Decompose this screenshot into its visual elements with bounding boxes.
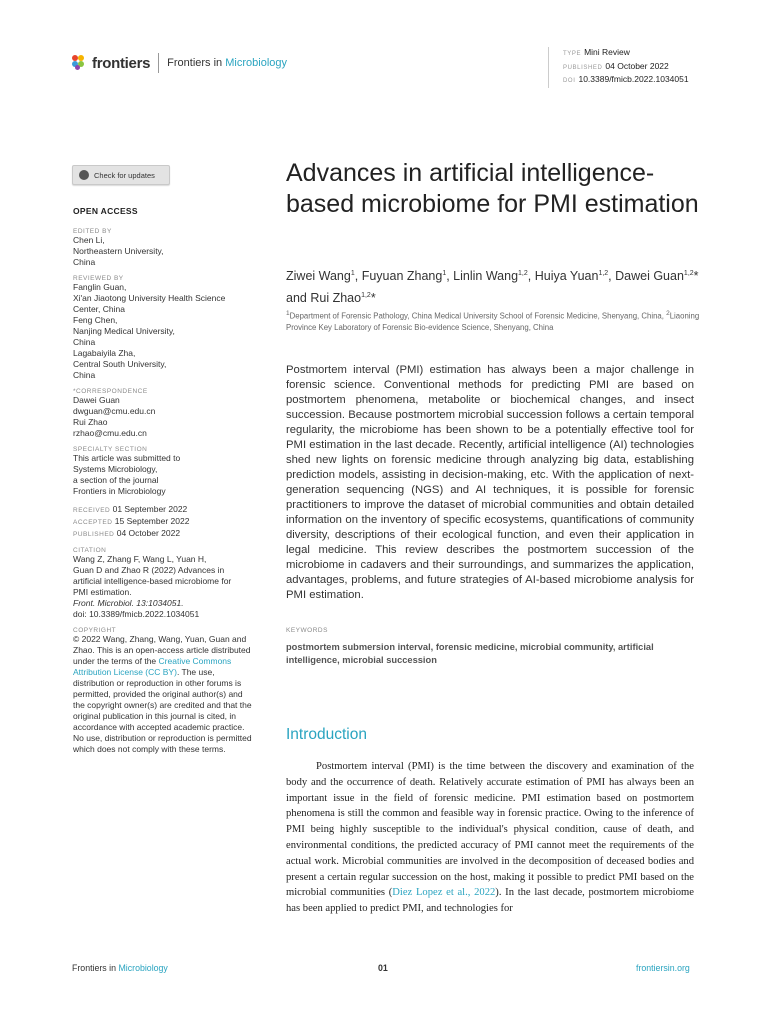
citation-line: PMI estimation. <box>73 587 132 597</box>
author-affil-sup: 1,2 <box>598 270 609 277</box>
author-name[interactable]: Huiya Yuan <box>534 269 599 284</box>
frontiers-logo-icon <box>72 55 88 71</box>
specialty-line: This article was submitted to <box>73 453 181 463</box>
citation-section <box>73 547 253 620</box>
correspondence-email[interactable]: dwguan@cmu.edu.cn <box>73 406 156 416</box>
open-access-label: OPEN ACCESS <box>73 206 138 216</box>
published-date: 04 October 2022 <box>116 528 181 538</box>
crossmark-icon <box>79 170 89 180</box>
correspondence-label: *CORRESPONDENCE <box>73 388 148 395</box>
check-for-updates-button[interactable] <box>72 165 170 185</box>
specialty-line: Systems Microbiology, <box>73 464 158 474</box>
published-label: PUBLISHED <box>73 531 115 538</box>
page-number: 01 <box>378 963 388 973</box>
correspondence-name: Dawei Guan <box>73 395 120 405</box>
reviewed-by-line: Central South University, <box>73 359 167 369</box>
abstract: Postmortem interval (PMI) estimation has always been a major challenge in forensic science. Conventional methods for predicting PMI are based on postmortem phenomena, metabolite or biochemical changes, and insect succession. Because postmortem microbial succession follows a certain temporal regularity, the microbiome has been shown to be a potentially effective tool for PMI estimation in the last decade. Recently, artificial intelligence (AI) technologies shed new lights on forensic medicine through analyzing big data, establishing prediction models, assisting in decision-making, etc. With the application of next-generation sequencing (NGS) and AI techniques, it is possible for forensic practitioners to improve the dataset of microbial communities and obtain detailed information on the inventory of specific ecosystems, quantifications of community diversity, descriptions of their ecological function, and even their application in legal medicine. This review describes the postmortem succession of the microbiome in cadavers and their surroundings, and summarizes the application, advantages, problems, and future strategies of AI-based microbiome analysis for PMI estimation. <box>286 364 694 601</box>
article-meta <box>548 47 689 88</box>
affiliation-2: Liaoning Province Key Laboratory of Forensic Bio-evidence Science, Shenyang, China <box>286 311 700 332</box>
copyright-text-part: . The use, distribution or reproduction in other forums is permitted, provided the original author(s) and the copyright owner(s) are credited and that the original publication in this journal is cited, in accordance with accepted academic practice. No use, distribution or reproduction is permitted which does not comply with these terms. <box>73 667 252 754</box>
frontiers-logo[interactable] <box>72 53 287 73</box>
doi-label: DOI <box>563 78 576 84</box>
accepted-label: ACCEPTED <box>73 519 113 526</box>
citation-line: artificial intelligence-based microbiome for <box>73 576 232 586</box>
affil-sup: 1 <box>286 310 290 317</box>
author-name[interactable]: Linlin Wang <box>453 269 519 284</box>
author-separator: , <box>527 269 535 284</box>
introduction-paragraph <box>286 759 694 917</box>
author-name[interactable]: Rui Zhao <box>310 291 362 306</box>
reviewed-by-line: China <box>73 337 96 347</box>
edited-by-section <box>73 228 253 268</box>
cc-license-link[interactable]: Creative Commons Attribution License (CC BY) <box>73 656 232 677</box>
reviewed-by-line: Xi'an Jiaotong University Health Science <box>73 293 226 303</box>
article-title: Advances in artificial intelligence-based microbiome for PMI estimation <box>286 159 699 218</box>
citation-line: Guan D and Zhao R (2022) Advances in <box>73 565 225 575</box>
author-name[interactable]: Fuyuan Zhang <box>361 269 443 284</box>
author-list <box>286 264 706 308</box>
affil-sup: 2 <box>666 310 670 317</box>
copyright-section <box>73 627 253 755</box>
specialty-line: a section of the journal <box>73 475 159 485</box>
journal-subject: Microbiology <box>225 57 287 69</box>
citation-doi[interactable]: doi: 10.3389/fmicb.2022.1034051 <box>73 609 200 619</box>
reviewed-by-line: Fanglin Guan, <box>73 282 127 292</box>
edited-by-line: Chen Li, <box>73 235 105 245</box>
author-affil-sup: 1 <box>350 270 355 277</box>
received-label: RECEIVED <box>73 507 111 514</box>
author-affil-sup: 1,2 <box>361 292 371 300</box>
type-value: Mini Review <box>584 47 630 57</box>
copyright-label: COPYRIGHT <box>73 627 117 634</box>
dates-section <box>73 504 253 540</box>
edited-by-line: China <box>73 257 96 267</box>
footer-site-link[interactable]: frontiersin.org <box>636 963 690 973</box>
copyright-text <box>73 634 253 755</box>
specialty-label: SPECIALTY SECTION <box>73 446 148 453</box>
reviewed-by-section <box>73 275 253 381</box>
journal-name[interactable] <box>167 57 287 69</box>
check-updates-label: Check for updates <box>94 170 155 180</box>
footer-journal[interactable] <box>72 963 168 973</box>
author-affil-sup: 1,2 <box>518 270 528 277</box>
published-label: PUBLISHED <box>563 64 603 71</box>
journal-prefix: Frontiers in <box>167 57 223 69</box>
edited-by-line: Northeastern University, <box>73 246 164 256</box>
reviewed-by-line: China <box>73 370 96 380</box>
type-label: TYPE <box>563 51 582 57</box>
specialty-line: Frontiers in Microbiology <box>73 486 166 496</box>
citation-link[interactable]: Diez Lopez et al., 2022 <box>392 887 496 899</box>
author-affil-sup: 1,2 <box>683 270 694 277</box>
correspondence-section <box>73 388 253 439</box>
doi-value[interactable]: 10.3389/fmicb.2022.1034051 <box>578 74 689 84</box>
keywords: postmortem submersion interval, forensic medicine, microbial community, artificial intelligence, microbial succession <box>286 642 654 665</box>
intro-text-part: ). In the last decade, postmortem microbiome has been applied to predict PMI, and technologies for <box>286 887 694 915</box>
correspondence-name: Rui Zhao <box>73 417 108 427</box>
author-separator: , <box>608 269 616 284</box>
reviewed-by-line: Feng Chen, <box>73 315 118 325</box>
author-affil-sup: 1 <box>442 270 447 277</box>
specialty-section <box>73 446 253 497</box>
author-separator: * <box>370 291 376 306</box>
citation-label: CITATION <box>73 547 107 554</box>
footer-journal-subject: Microbiology <box>118 963 168 973</box>
correspondence-email[interactable]: rzhao@cmu.edu.cn <box>73 428 147 438</box>
reviewed-by-line: Lagabaiyila Zha, <box>73 348 136 358</box>
keywords-label: KEYWORDS <box>286 627 328 634</box>
citation-line: Wang Z, Zhang F, Wang L, Yuan H, <box>73 554 207 564</box>
affiliations <box>286 308 706 333</box>
affiliation-1: Department of Forensic Pathology, China Medical University School of Forensic Medicine, Shenyang, China, <box>289 311 667 321</box>
received-date: 01 September 2022 <box>112 504 188 514</box>
logo-wordmark: frontiers <box>92 54 151 72</box>
author-name[interactable]: Ziwei Wang <box>286 269 351 284</box>
citation-line: Front. Microbiol. 13:1034051. <box>73 598 184 608</box>
published-value: 04 October 2022 <box>605 60 669 71</box>
reviewed-by-line: Nanjing Medical University, <box>73 326 175 336</box>
author-name[interactable]: Dawei Guan <box>615 269 684 284</box>
reviewed-by-label: REVIEWED BY <box>73 275 124 282</box>
copyright-text-part: © 2022 Wang, Zhang, Wang, Yuan, Guan and Zhao. This is an open-access article distributed under the terms of the <box>73 634 251 666</box>
intro-text-part: Postmortem interval (PMI) is the time between the discovery and examination of the body and the occurrence of death. Relatively accurate estimation of PMI has always been an important issue in the field of forensic medicine. PMI estimation based on postmortem phenomena is still the common and feasible way in forensic practice. Owing to the inference of PMI being highly susceptible to the individual's physical condition, cause of death, and environmental conditions, the predicted accuracy of PMI cannot meet the requirements of the actual work. Microbial communities are involved in the decomposition of deceased bodies and present a certain regular succession on the host, making it possible to predict PMI based on the microbial communities ( <box>286 761 694 899</box>
section-heading-introduction: Introduction <box>286 726 367 743</box>
reviewed-by-line: Center, China <box>73 304 125 314</box>
edited-by-label: EDITED BY <box>73 228 112 235</box>
accepted-date: 15 September 2022 <box>114 516 190 526</box>
footer-journal-prefix: Frontiers in <box>72 963 116 973</box>
sidebar <box>73 206 253 762</box>
author-separator: , <box>446 269 454 284</box>
author-separator: , <box>354 269 362 284</box>
header-divider <box>158 53 159 73</box>
author-separator: * and <box>286 269 699 306</box>
